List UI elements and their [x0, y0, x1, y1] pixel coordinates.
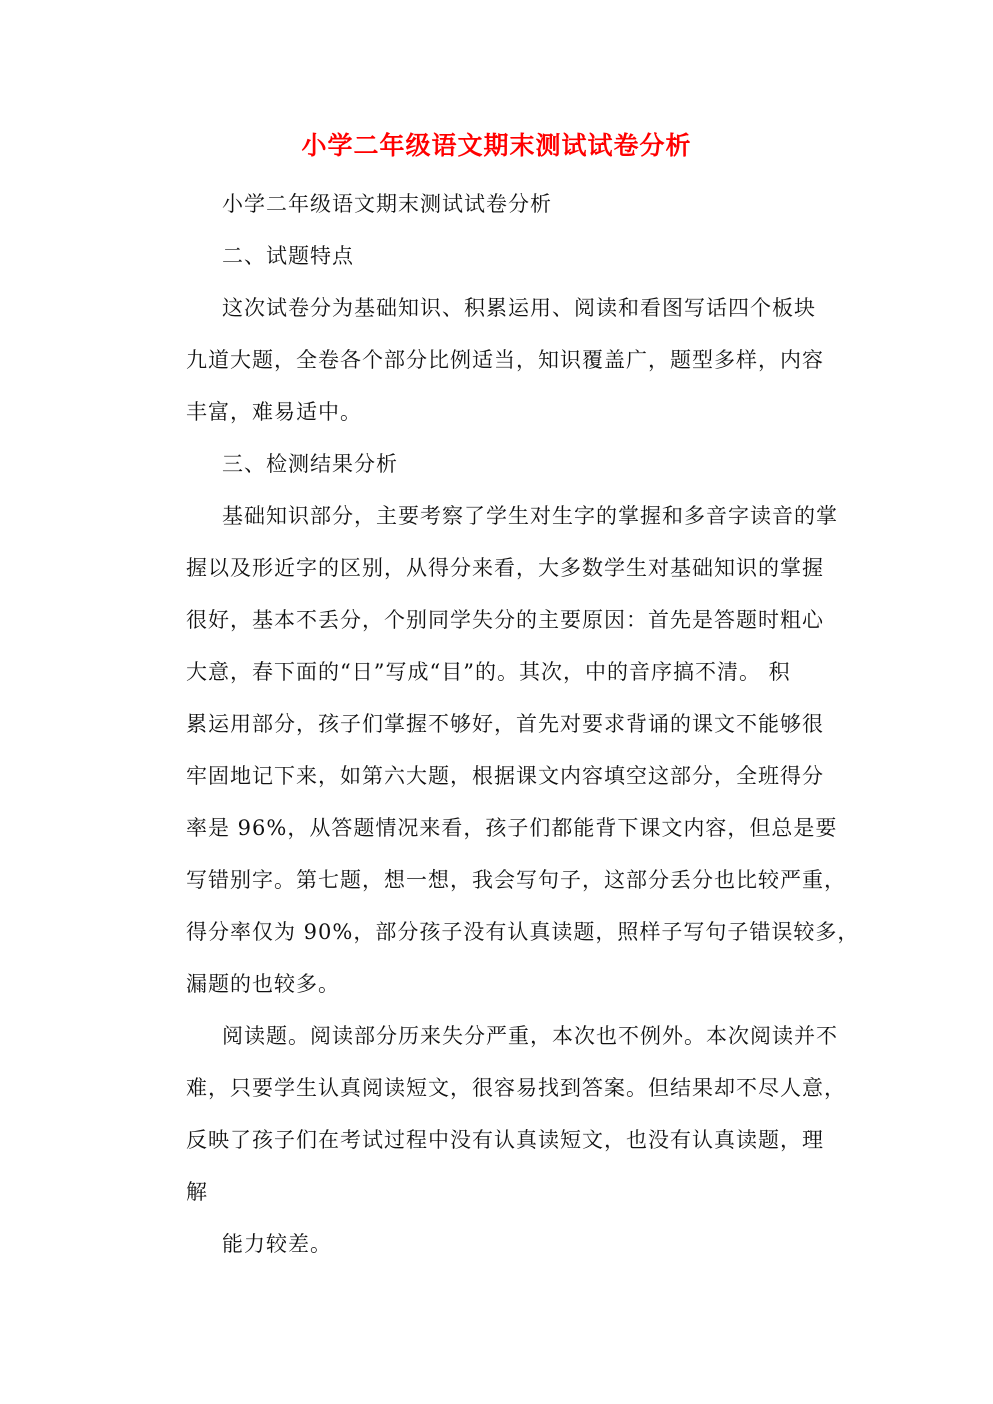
paragraph-section-2-heading [150, 230, 840, 282]
text-line: 很好，基本不丢分，个别同学失分的主要原因：首先是答题时粗心 [186, 608, 824, 632]
document-title: 小学二年级语文期末测试试卷分析 [301, 131, 692, 160]
paragraph-subtitle [150, 178, 840, 230]
text-line: 能力较差。 [222, 1232, 332, 1256]
text-line: 二、试题特点 [222, 244, 354, 268]
text-line: 率是 96%，从答题情况来看，孩子们都能背下课文内容，但总是要 [186, 816, 838, 840]
text-line: 写错别字。第七题，想一想，我会写句子，这部分丢分也比较严重， [186, 868, 846, 892]
paragraph-basic-knowledge [150, 490, 860, 1010]
text-line: 难，只要学生认真阅读短文，很容易找到答案。但结果却不尽人意， [186, 1076, 846, 1100]
text-line: 反映了孩子们在考试过程中没有认真读短文，也没有认真读题，理 [186, 1128, 824, 1152]
text-line: 握以及形近字的区别，从得分来看，大多数学生对基础知识的掌握 [186, 556, 824, 580]
document-body [150, 178, 860, 1270]
text-line: 得分率仅为 90%，部分孩子没有认真读题，照样子写句子错误较多， [186, 920, 860, 944]
text-line: 大意，春下面的“日”写成“目”的。其次，中的音序搞不清。 积 [186, 660, 791, 684]
text-line: 九道大题，全卷各个部分比例适当，知识覆盖广，题型多样，内容 [186, 348, 824, 372]
text-line: 累运用部分，孩子们掌握不够好，首先对要求背诵的课文不能够很 [186, 712, 824, 736]
text-line: 小学二年级语文期末测试试卷分析 [222, 192, 552, 216]
text-line: 解 [186, 1180, 208, 1204]
paragraph-section-3-heading [150, 438, 840, 490]
text-line: 这次试卷分为基础知识、积累运用、阅读和看图写话四个板块 [222, 296, 816, 320]
text-line: 阅读题。阅读部分历来失分严重，本次也不例外。本次阅读并不 [222, 1024, 838, 1048]
paragraph-reading [150, 1010, 846, 1218]
text-line: 牢固地记下来，如第六大题，根据课文内容填空这部分，全班得分 [186, 764, 824, 788]
text-line: 三、检测结果分析 [222, 452, 398, 476]
text-line: 基础知识部分，主要考察了学生对生字的掌握和多音字读音的掌 [222, 504, 838, 528]
paragraph-test-features [150, 282, 840, 438]
text-line: 丰富，难易适中。 [186, 400, 362, 424]
paragraph-ability [150, 1218, 840, 1270]
text-line: 漏题的也较多。 [186, 972, 340, 996]
